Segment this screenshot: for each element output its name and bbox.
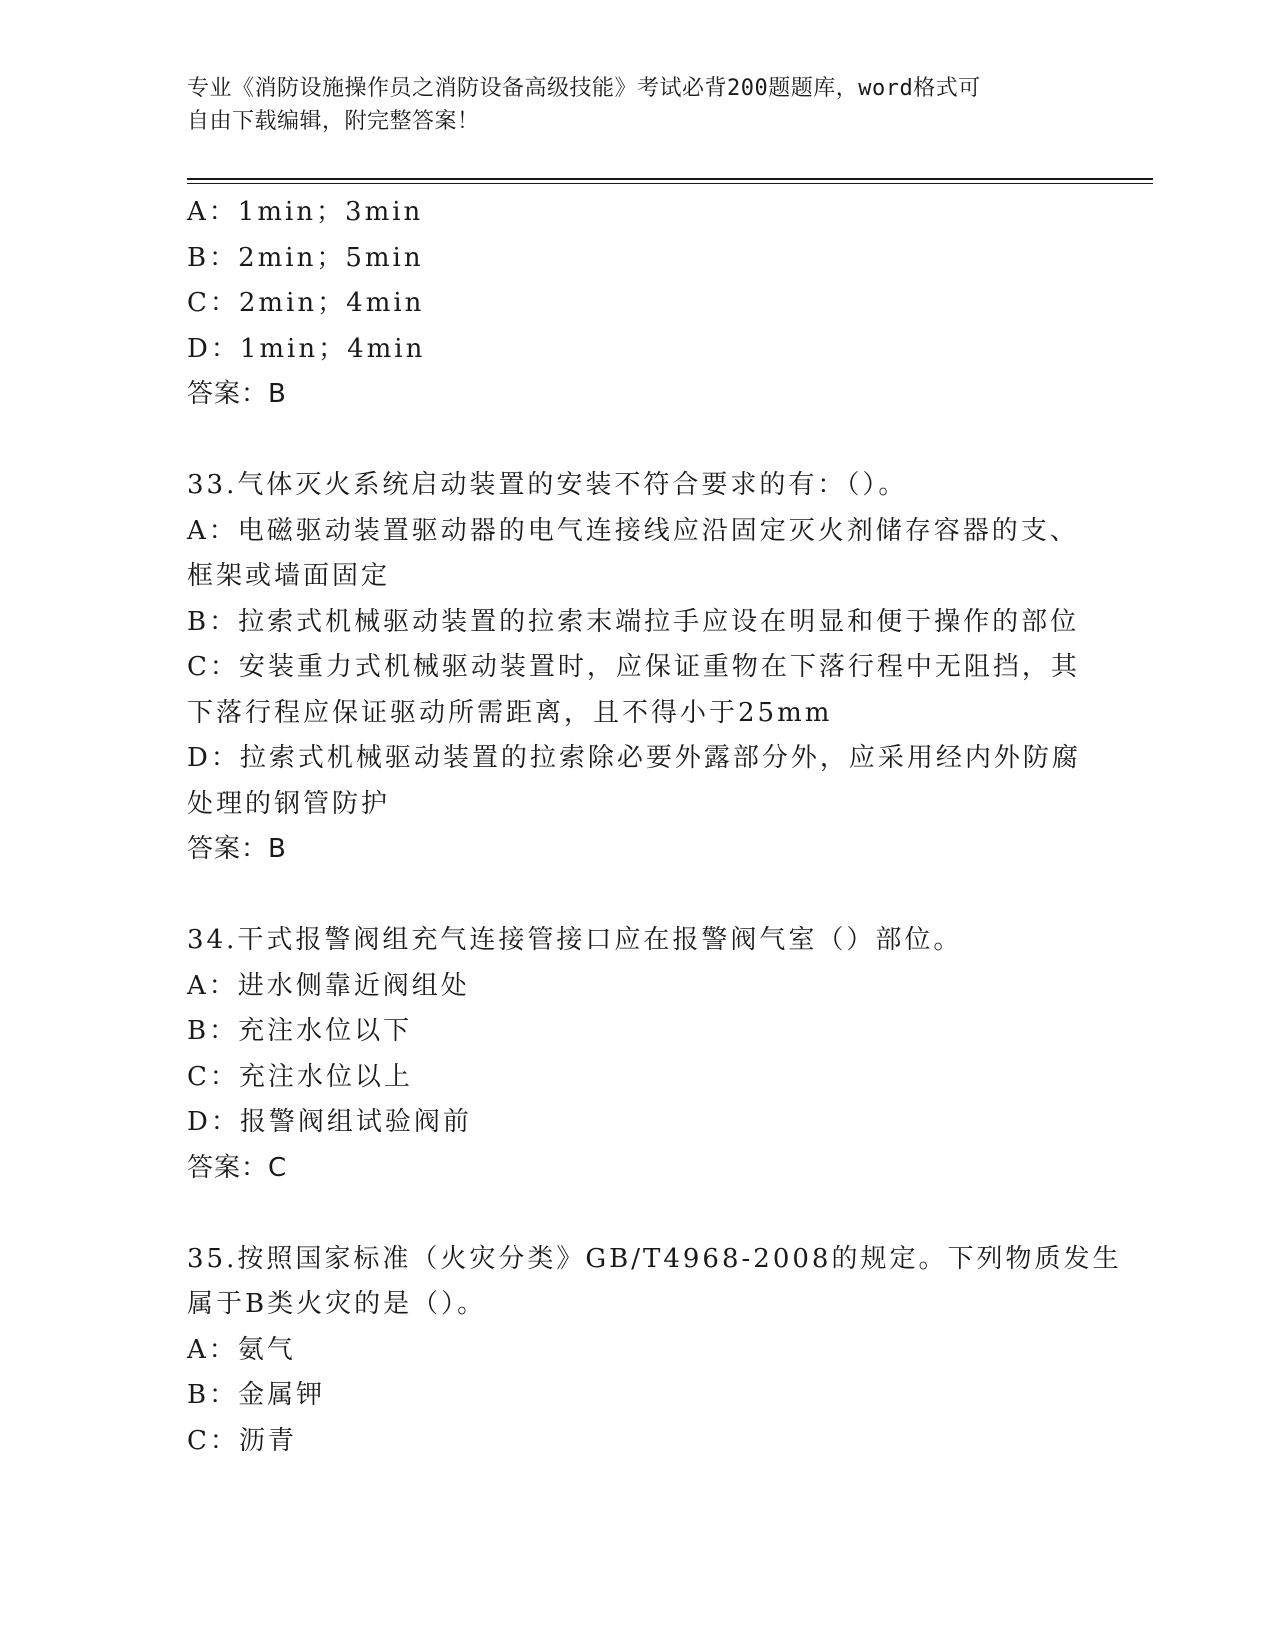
question-stem: 33.气体灭火系统启动装置的安装不符合要求的有：（）。 [187, 470, 908, 500]
question-stem-continued: 属于B类火灾的是（）。 [187, 1289, 487, 1319]
spacer [187, 418, 1087, 464]
option-b: B：金属钾 [187, 1380, 326, 1410]
answer-line: 答案：B [187, 834, 287, 864]
option-c: C：充注水位以上 [187, 1061, 413, 1092]
spacer [187, 873, 1087, 919]
option-c: C：安装重力式机械驱动装置时，应保证重物在下落行程中无阻挡，其 [187, 652, 1080, 682]
option-d: D：拉索式机械驱动装置的拉索除必要外露部分外，应采用经内外防腐 [187, 743, 1081, 773]
header-rule-thick [187, 178, 1153, 180]
header-rule-thin [187, 183, 1153, 184]
answer-line: 答案：B [187, 379, 287, 409]
question-stem: 34.干式报警阀组充气连接管接口应在报警阀气室（）部位。 [187, 925, 963, 955]
question-block [187, 190, 1087, 418]
question-block [187, 1237, 1122, 1465]
question-block [187, 918, 1087, 1191]
option-a: A：电磁驱动装置驱动器的电气连接线应沿固定灭火剂储存容器的支、 [187, 515, 1079, 546]
document-header [187, 72, 1067, 138]
header-line-1: 专业《消防设施操作员之消防设备高级技能》考试必背200题题库，word格式可 [187, 76, 981, 101]
option-c: C：沥青 [187, 1425, 297, 1456]
option-b: B：2min；5min [187, 242, 424, 273]
question-list [187, 190, 1122, 1464]
option-a-continued: 框架或墙面固定 [187, 561, 391, 591]
option-b: B：拉索式机械驱动装置的拉索末端拉手应设在明显和便于操作的部位 [187, 606, 1080, 637]
option-c-continued: 下落行程应保证驱动所需距离，且不得小于25mm [187, 697, 833, 728]
spacer [187, 1191, 1087, 1237]
option-d-continued: 处理的钢管防护 [187, 788, 391, 819]
header-line-2: 自由下载编辑，附完整答案！ [187, 109, 480, 134]
option-d: D：报警阀组试验阀前 [187, 1107, 472, 1137]
option-d: D：1min；4min [187, 333, 426, 364]
question-block [187, 463, 1087, 873]
option-b: B：充注水位以下 [187, 1016, 413, 1046]
question-stem: 35.按照国家标准（火灾分类》GB/T4968-2008的规定。下列物质发生 [187, 1243, 1122, 1274]
option-a: A：1min；3min [187, 197, 424, 227]
answer-line: 答案：C [187, 1152, 288, 1183]
option-a: A：氨气 [187, 1334, 296, 1365]
option-c: C：2min；4min [187, 288, 425, 318]
option-a: A：进水侧靠近阀组处 [187, 970, 470, 1001]
